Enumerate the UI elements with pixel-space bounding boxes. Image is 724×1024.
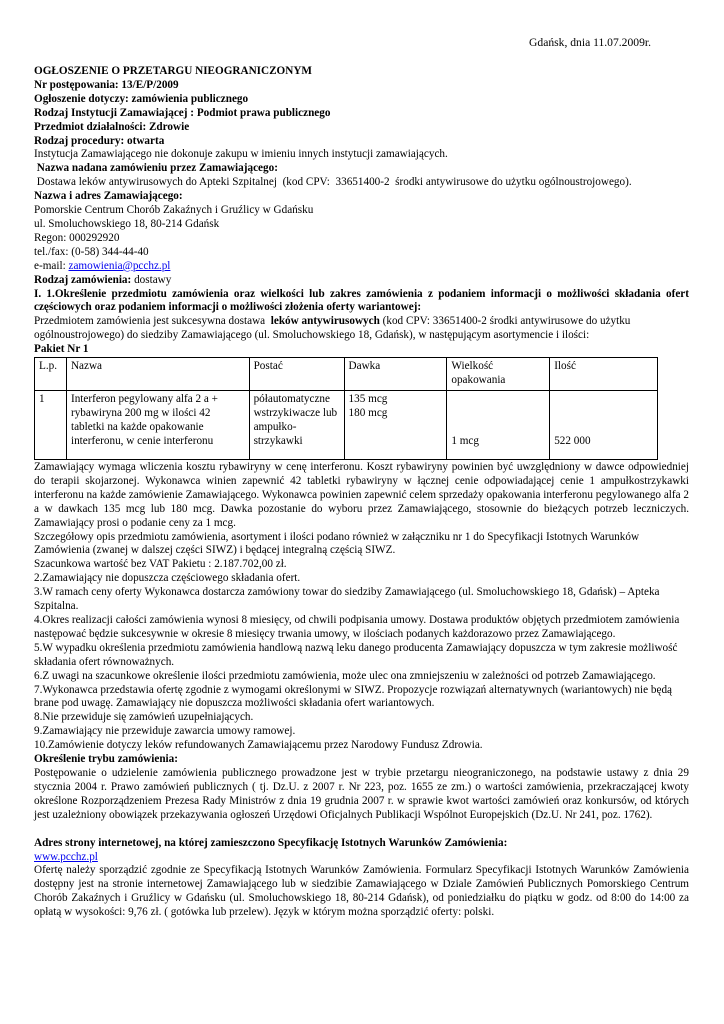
- list-item-4: 4.Okres realizacji całości zamówienia wynosi 8 miesięcy, od chwili podpisania umowy. Dostawa produktów objętych przedmiotem zamówienia następować będzie sukcesywnie w okresie 8 miesięcy trwania umowy, w ilościach podanych każdorazowo przez Zamawiającego.: [34, 614, 680, 640]
- contracting-name: Pomorskie Centrum Chorób Zakaźnych i Gruźlicy w Gdańsku: [34, 204, 314, 217]
- list-item-9: 9.Zamawiający nie przewiduje zawarcia umowy ramowej.: [34, 725, 296, 738]
- table-header-cell: Wielkość opakowania: [447, 358, 550, 391]
- email-label: e-mail:: [34, 259, 69, 272]
- table-cell-quantity: 522 000: [550, 391, 658, 460]
- list-item-6: 6.Z uwagi na szacunkowe określenie ilości przedmiotu zamówienia, może ulec ona zmniejszeniu w zależności od potrzeb Zamawiającego.: [34, 669, 656, 682]
- activity-subject: Przedmiot działalności: Zdrowie: [34, 120, 190, 133]
- spacer: [34, 823, 689, 837]
- section-1-intro: [34, 315, 689, 343]
- contracting-street: ul. Smoluchowskiego 18, 80-214 Gdańsk: [34, 217, 220, 230]
- table-header-row: [35, 358, 658, 391]
- table-cell-package: 1 mcg: [447, 391, 550, 460]
- list-item-10: 10.Zamówienie dotyczy leków refundowanych Zamawiającemu przez Narodowy Fundusz Zdrowia.: [34, 739, 483, 752]
- intro-text-2: (kod CPV: 33651400-2 środki antywirusowe do użytku ogólnoustrojowego) do siedziby Zamawiającego (ul. Smoluchowskiego 18, Gdańsk), w następującym asortymencie i ilości:: [34, 315, 631, 342]
- phone-fax: tel./fax: (0-58) 344-44-40: [34, 245, 149, 258]
- intro-bold: leków antywirusowych: [270, 315, 380, 328]
- table-cell-dose: 135 mcg 180 mcg: [344, 391, 447, 460]
- email-line: [34, 260, 689, 274]
- table-cell-lp: 1: [35, 391, 67, 460]
- website-label: Adres strony internetowej, na której zamieszczono Specyfikację Istotnych Warunków Zamówienia:: [34, 836, 508, 849]
- list-item-3: 3.W ramach ceny oferty Wykonawca dostarcza zamówiony towar do siedziby Zamawiającego (ul. Smoluchowskiego 18, Gdańsk) – Apteka Szpitalna.: [34, 586, 660, 613]
- order-name-value: Dostawa leków antywirusowych do Apteki Szpitalnej (kod CPV: 33651400-2 środki antywirusowe do użytku ogólnoustrojowego).: [34, 176, 632, 189]
- section-1-heading: [34, 288, 689, 316]
- document-date: Gdańsk, dnia 11.07.2009r.: [529, 36, 651, 49]
- table-header-cell: Ilość: [550, 358, 658, 391]
- order-name-label: Nazwa nadana zamówieniu przez Zamawiającego:: [34, 162, 278, 175]
- table-cell-name: Interferon pegylowany alfa 2 a + rybawiryna 200 mg w ilości 42 tabletki na każde opakowanie interferonu, w cenie interferonu: [66, 391, 249, 460]
- paragraph-ribavirin: Zamawiający wymaga wliczenia kosztu rybawiryny w cenę interferonu. Koszt rybawiryny powinien być uwzględniony w dawce odpowiedniej do terapii skojarzonej. Wykonawca winien zapewnić 42 tabletki rybawiryny w łącznej cenie odpowiadającej cenie 1 ampułkostrzykawki interferonu na każde zamówienie Zamawiającego. Wykonawca powinien zapewnić celem sprzedaży opakowania interferonu pegylowanego alfa 2 a w dawkach 135 mcg lub 180 mcg. Dawka pozostanie do wyboru przez Zamawiającego, stosownie do bieżących potrzeb leczniczych. Zamawiający prosi o podanie ceny za 1 mcg.: [34, 461, 689, 529]
- table-header-cell: Postać: [249, 358, 344, 391]
- order-type-label: Rodzaj zamówienia:: [34, 273, 132, 286]
- procedure-type: Rodzaj procedury: otwarta: [34, 134, 165, 147]
- estimated-value: Szacunkowa wartość bez VAT Pakietu : 2.187.702,00 zł.: [34, 558, 287, 571]
- procedure-mode-text: Postępowanie o udzielenie zamówienia publicznego prowadzone jest w trybie przetargu nieograniczonego, na podstawie ustawy z dnia 29 stycznia 2004 r. Prawo zamówień publicznych ( tj. Dz.U. z 2007 r. Nr 223, poz. 1655 ze zm.) o wartości zamówienia, przekraczającej kwoty określone Rozporządzeniem Prezesa Rady Ministrów z dnia 19 grudnia 2007 r. w sprawie kwot wartości zamówień oraz konkursów, od których jest uzależniony obowiązek przekazywania ogłoszeń Urzędowi Oficjalnych Publikacji Wspólnot Europejskich (Dz.U. Nr 241, poz. 1762).: [34, 766, 689, 821]
- institution-note: Instytucja Zamawiającego nie dokonuje zakupu w imieniu innych instytucji zamawiających.: [34, 148, 448, 161]
- table-header-cell: Nazwa: [66, 358, 249, 391]
- intro-text-1: Przedmiotem zamówienia jest sukcesywna dostawa: [34, 315, 271, 328]
- list-item-2: 2.Zamawiający nie dopuszcza częściowego składania ofert.: [34, 572, 301, 585]
- regon: Regon: 000292920: [34, 231, 120, 244]
- order-type-value: dostawy: [131, 273, 172, 286]
- order-type-line: [34, 274, 689, 288]
- table-cell-form: półautomatyczne wstrzykiwacze lub ampułko-strzykawki: [249, 391, 344, 460]
- section-1-number: I. 1.: [34, 287, 55, 300]
- document-body: [34, 65, 689, 920]
- final-paragraph: Ofertę należy sporządzić zgodnie ze Specyfikacją Istotnych Warunków Zamówienia. Formularz Specyfikacji Istotnych Warunków Zamówienia dostępny jest na stronie internetowej Zamawiającego lub w siedzibie Zamawiającego w Dziale Zamówień Publicznych Pomorskiego Centrum Chorób Zakaźnych i Gruźlicy w Gdańsku (ul. Smoluchowskiego 18, 80-214 Gdańsk), od poniedziałku do piątku w godz. od 8:00 do 14:00 za opłatą w wysokości: 9,76 zł. ( gotówka lub przelew). Język w którym można sporządzić oferty: polski.: [34, 864, 689, 919]
- procedure-mode-label: Określenie trybu zamówienia:: [34, 753, 178, 766]
- package-label: Pakiet Nr 1: [34, 343, 89, 356]
- table-header-cell: L.p.: [35, 358, 67, 391]
- website-link[interactable]: www.pcchz.pl: [34, 850, 98, 863]
- paragraph-siwz-reference: Szczegółowy opis przedmiotu zamówienia, asortyment i ilości podano również w załączniku nr 1 do Specyfikacji Istotnych Warunków Zamówienia (zwanej w dalszej części SIWZ) i będącej integralną częścią SIWZ.: [34, 530, 640, 557]
- list-item-8: 8.Nie przewiduje się zamówień uzupełniających.: [34, 711, 254, 724]
- notice-subject: Ogłoszenie dotyczy: zamówienia publicznego: [34, 92, 249, 105]
- document-title: OGŁOSZENIE O PRZETARGU NIEOGRANICZONYM: [34, 65, 312, 77]
- email-link[interactable]: zamowienia@pcchz.pl: [68, 259, 171, 272]
- procedure-number: Nr postępowania: 13/E/P/2009: [34, 78, 179, 91]
- list-item-5: 5.W wypadku określenia przedmiotu zamówienia handlową nazwą leku danego producenta Zamawiający dopuszcza w tym zakresie możliwość składania ofert równoważnych.: [34, 641, 678, 668]
- institution-type: Rodzaj Instytucji Zamawiającej : Podmiot prawa publicznego: [34, 106, 331, 119]
- section-1-title: Określenie przedmiotu zamówienia oraz wielkości lub zakres zamówienia z podaniem informacji o możliwości składania ofert częściowych oraz podaniem informacji o możliwości złożenia oferty wariantowej:: [34, 287, 689, 314]
- website-line: [34, 851, 689, 865]
- items-table: [34, 357, 658, 460]
- list-item-7: 7.Wykonawca przedstawia ofertę zgodnie z wymogami określonymi w SIWZ. Propozycje rozwiązań alternatywnych (wariantowych) nie będą brane pod uwagę. Zamawiający nie dopuszcza możliwości składania ofert wariantowych.: [34, 683, 673, 710]
- contracting-address-label: Nazwa i adres Zamawiającego:: [34, 190, 183, 203]
- table-header-cell: Dawka: [344, 358, 447, 391]
- table-row: [35, 391, 658, 460]
